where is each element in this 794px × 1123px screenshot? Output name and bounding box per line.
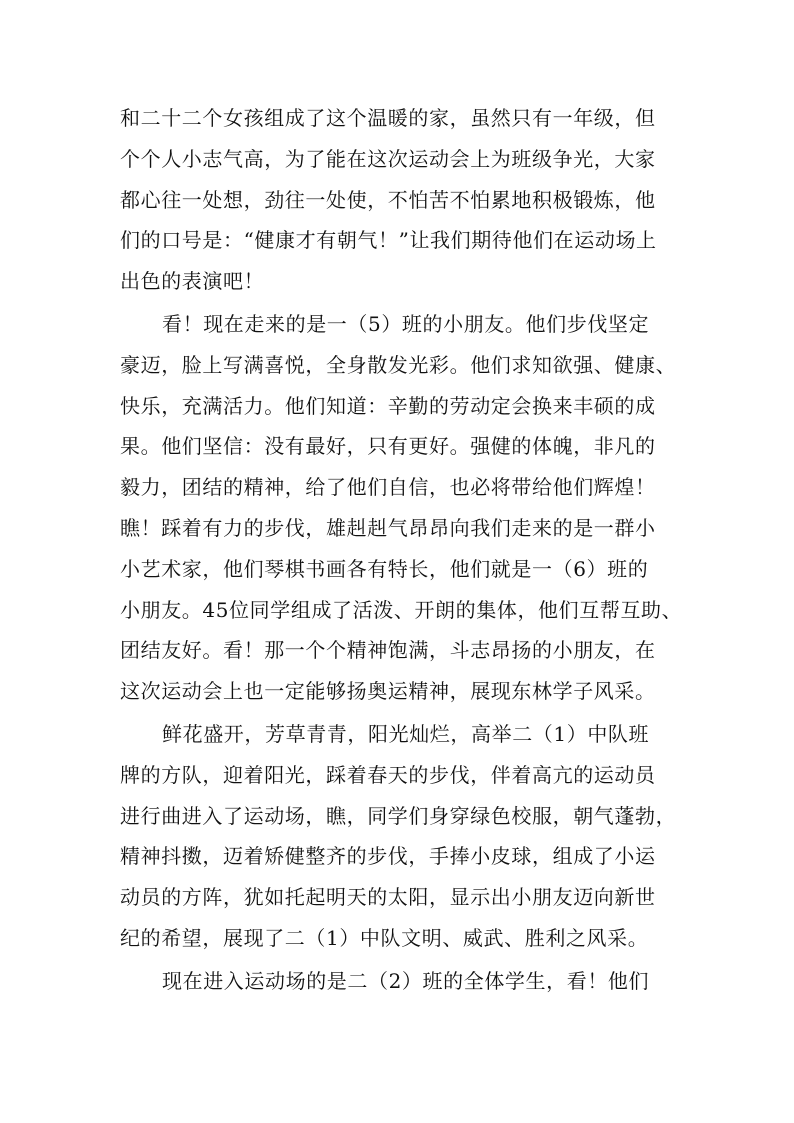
text-line: 都心往一处想，劲往一处使，不怕苦不怕累地积极锻炼，他 xyxy=(120,187,656,212)
text-line: 动员的方阵，犹如托起明天的太阳，显示出小朋友迈向新世 xyxy=(120,885,656,910)
text-line: 团结友好。看！那一个个精神饱满，斗志昂扬的小朋友，在 xyxy=(120,638,656,663)
text-line: 和二十二个女孩组成了这个温暖的家，虽然只有一年级，但 xyxy=(120,106,656,130)
text-line: 们的口号是：“健康才有朝气！”让我们期待他们在运动场上 xyxy=(120,228,657,253)
text-line: 瞧！踩着有力的步伐，雄赳赳气昂昂向我们走来的是一群小 xyxy=(120,515,656,540)
text-line: 进行曲进入了运动场，瞧，同学们身穿绿色校服，朝气蓬勃， xyxy=(120,803,677,828)
text-line: 纪的希望，展现了二（1）中队文明、威武、胜利之风采。 xyxy=(120,925,649,950)
paragraph-first-line: 鲜花盛开，芳草青青，阳光灿烂，高举二（1）中队班 xyxy=(162,721,650,746)
text-line: 精神抖擞，迈着矫健整齐的步伐，手捧小皮球，组成了小运 xyxy=(120,844,656,869)
text-line: 牌的方队，迎着阳光，踩着春天的步伐，伴着高亢的运动员 xyxy=(120,762,656,787)
text-line: 果。他们坚信：没有最好，只有更好。强健的体魄，非凡的 xyxy=(120,434,656,459)
text-line: 毅力，团结的精神，给了他们自信，也必将带给他们辉煌！ xyxy=(120,475,656,500)
text-line: 小艺术家，他们琴棋书画各有特长，他们就是一（6）班的 xyxy=(120,556,649,581)
text-line: 个个人小志气高，为了能在这次运动会上为班级争光，大家 xyxy=(120,146,656,171)
text-line: 豪迈，脸上写满喜悦，全身散发光彩。他们求知欲强、健康、 xyxy=(120,352,677,377)
paragraph-first-line: 现在进入运动场的是二（2）班的全体学生，看！他们 xyxy=(162,968,650,993)
text-line: 小朋友。45位同学组成了活泼、开朗的集体，他们互帮互助、 xyxy=(120,597,683,622)
text-line: 快乐，充满活力。他们知道：辛勤的劳动定会换来丰硕的成 xyxy=(120,393,656,418)
text-line: 出色的表演吧！ xyxy=(120,269,265,294)
paragraph-first-line: 看！现在走来的是一（5）班的小朋友。他们步伐坚定 xyxy=(162,311,650,336)
text-line: 这次运动会上也一定能够扬奥运精神，展现东林学子风采。 xyxy=(120,679,656,704)
document-body xyxy=(120,98,690,1002)
